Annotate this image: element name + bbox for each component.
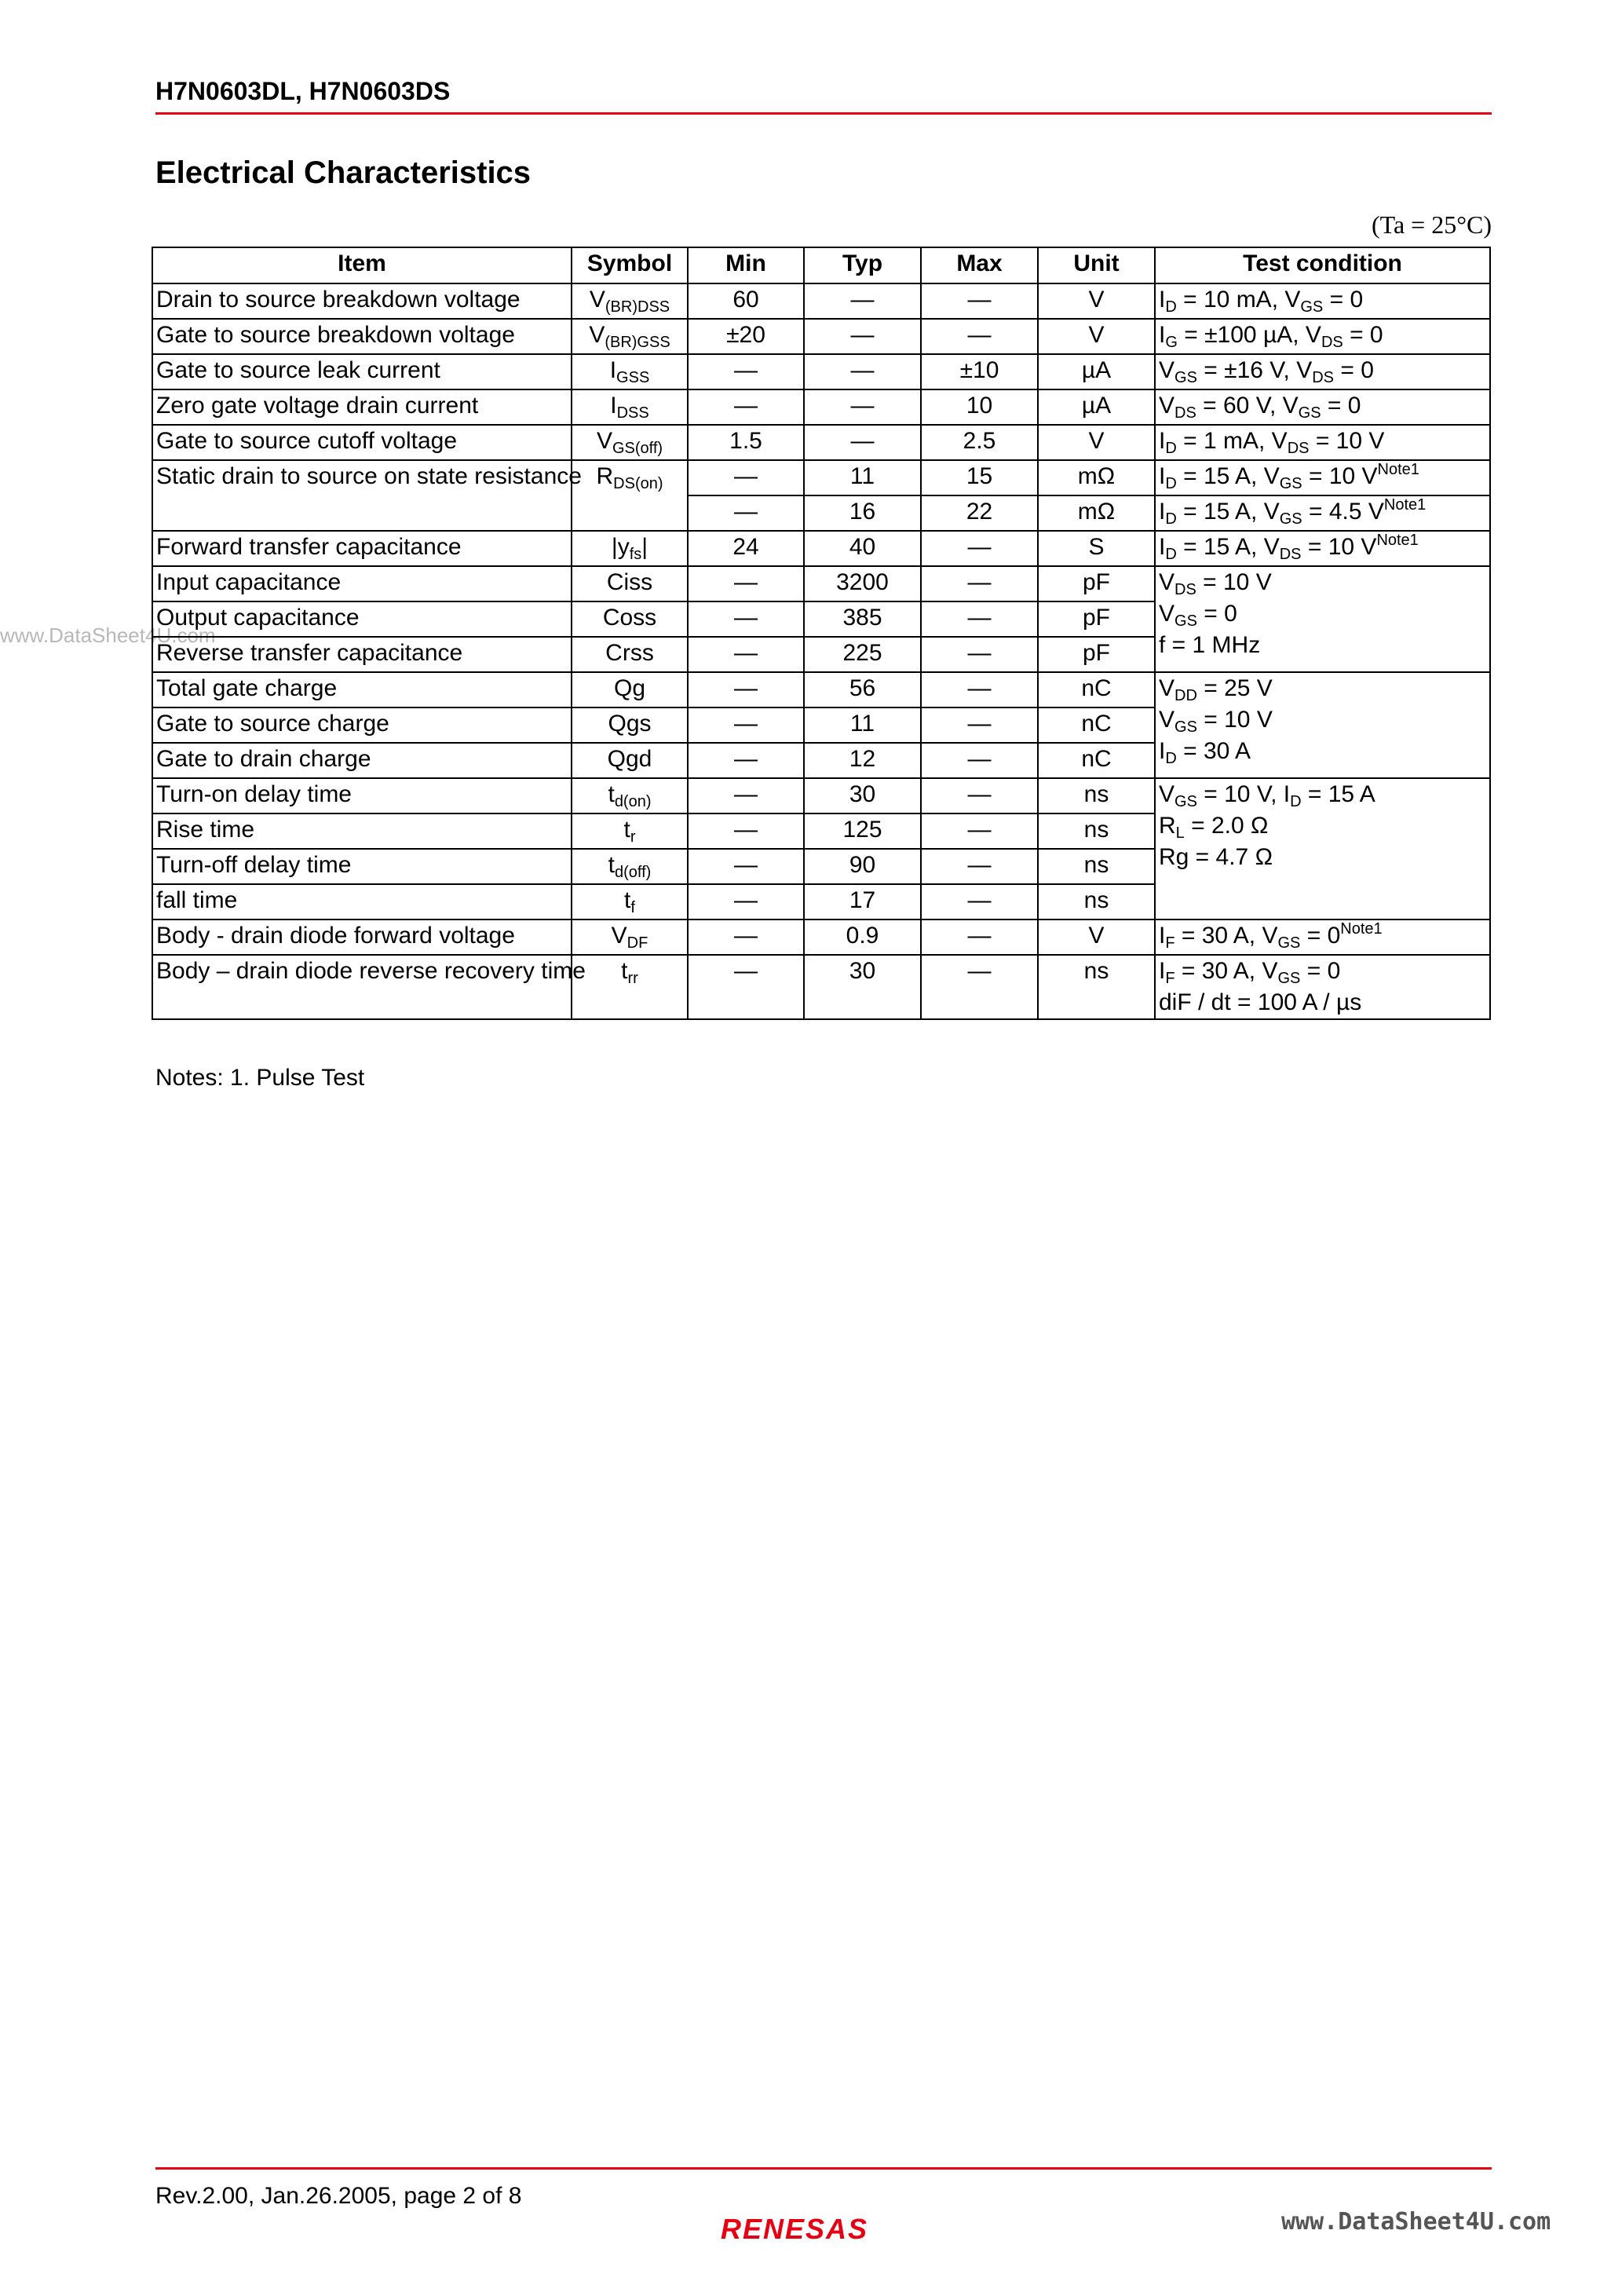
typ-cell: — xyxy=(804,354,921,389)
symbol-cell: Qgd xyxy=(572,743,688,778)
symbol-cell: $I_{DSS}$ xyxy=(572,389,688,425)
typ-cell: — xyxy=(804,389,921,425)
min-cell: 60 xyxy=(688,283,804,319)
condition-line: Rg = 4.7 Ω xyxy=(1159,844,1273,870)
typ-cell: 385 xyxy=(804,601,921,637)
max-cell: — xyxy=(921,531,1038,566)
max-cell: — xyxy=(921,813,1038,849)
typ-cell: 40 xyxy=(804,531,921,566)
item-cell: Body - drain diode forward voltage xyxy=(152,919,572,955)
symbol-cell: $V_{DF}$ xyxy=(572,919,688,955)
max-cell: — xyxy=(921,672,1038,707)
min-cell: — xyxy=(688,778,804,813)
item-cell: Forward transfer capacitance xyxy=(152,531,572,566)
table-row xyxy=(152,354,1490,389)
min-cell: — xyxy=(688,672,804,707)
table-row xyxy=(152,919,1490,955)
watermark-left: www.DataSheet4U.com xyxy=(0,623,216,647)
min-cell: — xyxy=(688,389,804,425)
item-cell: fall time xyxy=(152,884,572,919)
max-cell: — xyxy=(921,601,1038,637)
max-cell: 10 xyxy=(921,389,1038,425)
symbol-cell: $t_r$ xyxy=(572,813,688,849)
max-cell: — xyxy=(921,707,1038,743)
test-condition-cell: $I_D = 15$ A, $V_{GS} = 4.5$ $V^{Note1}$ xyxy=(1155,495,1490,531)
unit-cell: nC xyxy=(1038,743,1155,778)
min-cell: 1.5 xyxy=(688,425,804,460)
min-cell: — xyxy=(688,566,804,601)
header-test-condition: Test condition xyxy=(1155,247,1490,283)
condition-line: f = 1 MHz xyxy=(1159,632,1261,658)
max-cell: — xyxy=(921,955,1038,1019)
typ-cell: 30 xyxy=(804,778,921,813)
test-condition-cell: $I_D = 15$ A, $V_{DS} = 10$ $V^{Note1}$ xyxy=(1155,531,1490,566)
min-cell: — xyxy=(688,813,804,849)
table-header-row xyxy=(152,247,1490,283)
condition-line: $V_{GS} = 0$ xyxy=(1159,601,1237,630)
table-row xyxy=(152,955,1490,1019)
typ-cell: — xyxy=(804,283,921,319)
item-cell: Turn-on delay time xyxy=(152,778,572,813)
condition-line: $R_L = 2.0$ Ω xyxy=(1159,813,1269,842)
item-cell: Total gate charge xyxy=(152,672,572,707)
symbol-cell: $t_{d(on)}$ xyxy=(572,778,688,813)
unit-cell: ns xyxy=(1038,884,1155,919)
max-cell: — xyxy=(921,884,1038,919)
table-row xyxy=(152,283,1490,319)
test-condition-cell: $I_D = 10$ mA, $V_{GS} = 0$ xyxy=(1155,283,1490,319)
typ-cell: 0.9 xyxy=(804,919,921,955)
max-cell: 15 xyxy=(921,460,1038,495)
header-symbol: Symbol xyxy=(572,247,688,283)
typ-cell: 125 xyxy=(804,813,921,849)
item-cell: Gate to source breakdown voltage xyxy=(152,319,572,354)
unit-cell: V xyxy=(1038,919,1155,955)
unit-cell: V xyxy=(1038,425,1155,460)
item-cell: Drain to source breakdown voltage xyxy=(152,283,572,319)
condition-line: $V_{GS} = 10$ V xyxy=(1159,707,1273,736)
item-cell: Gate to source cutoff voltage xyxy=(152,425,572,460)
max-cell: — xyxy=(921,849,1038,884)
symbol-cell: $t_f$ xyxy=(572,884,688,919)
electrical-characteristics-table xyxy=(152,247,1491,1020)
table-row xyxy=(152,425,1490,460)
watermark-bottom: www.DataSheet4U.com xyxy=(1281,2208,1551,2236)
min-cell: — xyxy=(688,354,804,389)
max-cell: — xyxy=(921,283,1038,319)
typ-cell: 11 xyxy=(804,460,921,495)
condition-line: $V_{GS} = 10$ V, $I_D = 15$ A xyxy=(1159,781,1375,810)
min-cell: — xyxy=(688,743,804,778)
test-condition-cell: $I_D = 15$ A, $V_{GS} = 10$ $V^{Note1}$ xyxy=(1155,460,1490,495)
typ-cell: 11 xyxy=(804,707,921,743)
item-cell: Input capacitance xyxy=(152,566,572,601)
unit-cell: ns xyxy=(1038,813,1155,849)
test-condition-cell xyxy=(1155,566,1490,672)
ambient-condition: (Ta = 25°C) xyxy=(1371,210,1492,239)
typ-cell: 90 xyxy=(804,849,921,884)
symbol-cell: Crss xyxy=(572,637,688,672)
typ-cell: — xyxy=(804,425,921,460)
header-max: Max xyxy=(921,247,1038,283)
min-cell: — xyxy=(688,849,804,884)
test-condition-cell xyxy=(1155,778,1490,919)
unit-cell: ns xyxy=(1038,955,1155,1019)
typ-cell: 17 xyxy=(804,884,921,919)
min-cell: — xyxy=(688,460,804,495)
symbol-cell: $t_{rr}$ xyxy=(572,955,688,1019)
unit-cell: pF xyxy=(1038,601,1155,637)
item-cell: Gate to source charge xyxy=(152,707,572,743)
typ-cell: 30 xyxy=(804,955,921,1019)
item-cell: Gate to drain charge xyxy=(152,743,572,778)
min-cell: — xyxy=(688,495,804,531)
symbol-cell: Qgs xyxy=(572,707,688,743)
symbol-cell: Coss xyxy=(572,601,688,637)
table-row xyxy=(152,566,1490,601)
min-cell: — xyxy=(688,707,804,743)
max-cell: 2.5 xyxy=(921,425,1038,460)
item-cell: Turn-off delay time xyxy=(152,849,572,884)
symbol-cell: $|y_{fs}|$ xyxy=(572,531,688,566)
symbol-cell: $R_{DS(on)}$ xyxy=(572,460,688,531)
symbol-cell: $I_{GSS}$ xyxy=(572,354,688,389)
item-cell: Zero gate voltage drain current xyxy=(152,389,572,425)
typ-cell: 225 xyxy=(804,637,921,672)
footer-rule xyxy=(155,2167,1492,2170)
max-cell: ±10 xyxy=(921,354,1038,389)
typ-cell: 12 xyxy=(804,743,921,778)
unit-cell: nC xyxy=(1038,672,1155,707)
condition-line: $I_F = 30$ A, $V_{GS} = 0$ xyxy=(1159,958,1341,987)
table-row xyxy=(152,389,1490,425)
unit-cell: pF xyxy=(1038,637,1155,672)
table-row xyxy=(152,460,1490,495)
max-cell: 22 xyxy=(921,495,1038,531)
test-condition-cell: $I_D = 1$ mA, $V_{DS} = 10$ V xyxy=(1155,425,1490,460)
symbol-cell: Ciss xyxy=(572,566,688,601)
min-cell: 24 xyxy=(688,531,804,566)
header-rule xyxy=(155,112,1492,115)
item-cell: Body – drain diode reverse recovery time xyxy=(152,955,572,1019)
max-cell: — xyxy=(921,319,1038,354)
item-cell: Reverse transfer capacitance xyxy=(152,637,572,672)
typ-cell: 16 xyxy=(804,495,921,531)
unit-cell: S xyxy=(1038,531,1155,566)
symbol-cell: $V_{(BR)GSS}$ xyxy=(572,319,688,354)
min-cell: ±20 xyxy=(688,319,804,354)
item-cell: Static drain to source on state resistance xyxy=(152,460,572,531)
item-cell: Gate to source leak current xyxy=(152,354,572,389)
renesas-logo: RENESAS xyxy=(721,2213,869,2245)
unit-cell: pF xyxy=(1038,566,1155,601)
min-cell: — xyxy=(688,919,804,955)
table-row xyxy=(152,531,1490,566)
condition-line: diF / dt = 100 A / µs xyxy=(1159,989,1362,1015)
symbol-cell: $V_{GS(off)}$ xyxy=(572,425,688,460)
notes: Notes: 1. Pulse Test xyxy=(155,1065,365,1091)
min-cell: — xyxy=(688,637,804,672)
max-cell: — xyxy=(921,778,1038,813)
header-min: Min xyxy=(688,247,804,283)
symbol-cell: Qg xyxy=(572,672,688,707)
typ-cell: 3200 xyxy=(804,566,921,601)
min-cell: — xyxy=(688,955,804,1019)
unit-cell: ns xyxy=(1038,778,1155,813)
condition-line: $V_{DD} = 25$ V xyxy=(1159,675,1273,704)
unit-cell: V xyxy=(1038,283,1155,319)
unit-cell: mΩ xyxy=(1038,495,1155,531)
max-cell: — xyxy=(921,566,1038,601)
max-cell: — xyxy=(921,919,1038,955)
typ-cell: — xyxy=(804,319,921,354)
test-condition-cell: $V_{DS} = 60$ V, $V_{GS} = 0$ xyxy=(1155,389,1490,425)
unit-cell: V xyxy=(1038,319,1155,354)
test-condition-cell xyxy=(1155,672,1490,778)
table-row xyxy=(152,778,1490,813)
unit-cell: nC xyxy=(1038,707,1155,743)
item-cell: Output capacitance xyxy=(152,601,572,637)
unit-cell: µA xyxy=(1038,389,1155,425)
header-typ: Typ xyxy=(804,247,921,283)
table-row xyxy=(152,319,1490,354)
test-condition-cell xyxy=(1155,955,1490,1019)
symbol-cell: $V_{(BR)DSS}$ xyxy=(572,283,688,319)
table-row xyxy=(152,672,1490,707)
header-item: Item xyxy=(152,247,572,283)
condition-line: $V_{DS} = 10$ V xyxy=(1159,569,1272,598)
typ-cell: 56 xyxy=(804,672,921,707)
item-cell: Rise time xyxy=(152,813,572,849)
symbol-cell: $t_{d(off)}$ xyxy=(572,849,688,884)
section-title: Electrical Characteristics xyxy=(155,155,532,190)
document-title: H7N0603DL, H7N0603DS xyxy=(155,77,451,105)
revision-info: Rev.2.00, Jan.26.2005, page 2 of 8 xyxy=(155,2183,522,2209)
max-cell: — xyxy=(921,743,1038,778)
unit-cell: ns xyxy=(1038,849,1155,884)
min-cell: — xyxy=(688,884,804,919)
unit-cell: µA xyxy=(1038,354,1155,389)
max-cell: — xyxy=(921,637,1038,672)
header-unit: Unit xyxy=(1038,247,1155,283)
test-condition-cell: $V_{GS} = \pm 16$ V, $V_{DS} = 0$ xyxy=(1155,354,1490,389)
condition-line: $I_D = 30$ A xyxy=(1159,738,1251,767)
unit-cell: mΩ xyxy=(1038,460,1155,495)
min-cell: — xyxy=(688,601,804,637)
test-condition-cell: $I_G = \pm 100$ µA, $V_{DS} = 0$ xyxy=(1155,319,1490,354)
test-condition-cell: $I_F = 30$ A, $V_{GS} = 0^{Note1}$ xyxy=(1155,919,1490,955)
